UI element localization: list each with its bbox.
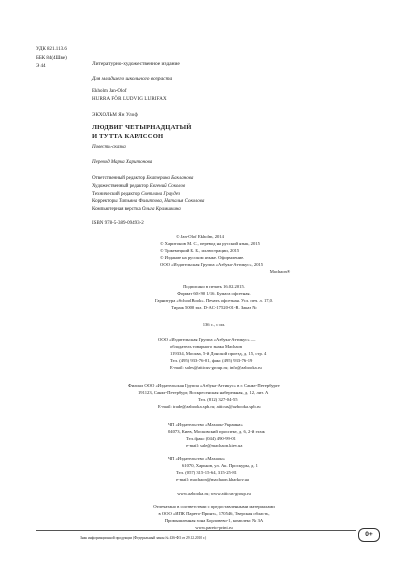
staff-name: Татьяна Филиппова, Наталья Соколова [118,199,205,205]
printer-block [96,503,332,531]
book-author: ЭКХОЛЬМ Ян Улоф [92,113,138,118]
staff-list [92,175,392,214]
original-title-block [92,88,392,104]
print-info-block [96,283,332,311]
copyright-line: © Тржемецкий Б. Б., иллюстрации, 2015 [160,248,240,253]
original-title: HURRA FÖR LUDVIG LURIFAX [92,96,167,102]
book-title-block [92,112,392,166]
copyright-line: © Jan-Olof Ekholm, 2014 [176,234,224,239]
staff-role: Компьютерная верстка [92,207,141,213]
staff-name: Ольга Крамшкина [141,207,181,213]
audience-line: Для младшего школьного возраста [92,75,173,82]
staff-role: Ответственный редактор [92,176,146,181]
copyright-line: Machaon® [269,269,291,274]
kharkov-branch-line: Тел. (057) 315-15-64, 315-25-81 [176,470,237,475]
bbk-code: ББК 84(4Шве) [36,55,67,61]
translator-line: Перевод Марка Харитонова [92,159,153,165]
staff-row [92,175,392,183]
print-info-line: Тираж 5000 экз. D-AC-17520-01-R. Заказ № [171,305,257,310]
kharkov-branch-line: 61070, Харьков, ул. Ак. Проскуры, д. 1 [182,463,258,468]
spb-branch-line: E-mail: trade@azbooka.spb.ru; atticus@azbooka.spb.ru [158,404,261,409]
staff-row [92,206,392,214]
original-author: Ekholm Jan-Olof [92,89,127,94]
udk-code: УДК 821.113.6 [36,47,67,52]
spb-branch-line: Тел. (812) 327-04-55 [198,397,238,402]
book-title-line-2: И ТУТТА КАРЛССОН [92,132,164,140]
websites-line: www.azbooka.ru; www.atticus-group.ru [177,491,251,496]
footer-divider [36,530,356,531]
publisher-block [158,336,398,371]
print-info-line: Формат 60×90 1/16. Бумага офсетная. [177,291,251,296]
publisher-line: 119334, Москва, 5-й Донской проезд, д. 15, стр. 4 [170,351,267,356]
print-info-line: Подписано в печать 16.02.2015. [183,284,245,289]
book-subtitle: Повесть-сказка [92,144,126,150]
staff-row [92,183,392,191]
staff-row [92,198,392,206]
spb-branch-line: 191123, Санкт-Петербург, Воскресенская набережная, д. 12, лит. А [138,390,269,395]
printer-line: Промышленная зона Борловево-1, комплекс № 3А [164,518,264,523]
copyright-line: © Харитонов М. С., перевод на русский язык, 2015 [160,241,260,246]
series-info [92,60,392,83]
age-rating-badge: 0+ [358,528,380,542]
spb-branch-block [128,382,398,410]
copyright-line: ООО «Издательская Группа «Азбука-Аттикус», 2015 [160,262,264,267]
printer-line: www.pareto-print.ru [195,525,233,530]
staff-name: Светлана Граудез [141,191,180,197]
staff-row [92,191,392,199]
kharkov-branch-line: ЧП «Издательство «Махаон» [168,456,225,461]
staff-name: Евгений Соколов [149,183,186,189]
copyright-line: © Издание на русском языке. Оформление. [160,255,245,260]
ukraine-branch-line: 04073, Киев, Московский проспект, д. 6, 2-й этаж [168,429,265,434]
publisher-line: Тел. (495) 933-76-01, факс (495) 933-76-19 [170,358,253,363]
ukraine-branch-line: e-mail: sale@machaon.kiev.ua [186,443,243,448]
info-product-note: Знак информационной продукции (Федеральный закон № 436-ФЗ от 29.12.2010 г.) [80,536,207,540]
staff-role: Технический редактор [92,191,140,197]
print-info-line: Гарнитура «SchoolBook». Печать офсетная. Усл. печ. л. 17,0. [154,298,274,303]
staff-role: Корректоры [92,199,118,205]
page-count: 136 с., с ил. [202,322,226,327]
classification-codes [36,46,67,72]
staff-role: Художественный редактор [92,183,149,189]
ukraine-branch-line: Тел./факс (044) 490-99-01 [186,436,236,441]
publisher-line: ООО «Издательская Группа «Азбука-Аттикус» — [158,337,256,342]
kharkov-branch-line: e-mail: machaon@machaon.kharkov.ua [176,477,249,482]
copyright-block [160,233,400,275]
staff-name: Екатерина Бакланова [146,176,194,181]
printer-line: в ООО «ИПК Парето-Принт», 170546, Тверская область, [158,511,270,516]
genre-line: Литературно-художественное издание [92,61,180,67]
spb-branch-line: Филиал ООО «Издательская Группа «Азбука-Аттикус» в г. Санкт-Петербурге [128,383,280,388]
publisher-line: обладатель товарного знака Machaon [170,344,243,349]
ukraine-branch-line: ЧП «Издательство «Махаон-Украина» [168,422,243,427]
printer-line: Отпечатано в соответствии с предоставленными материалами [153,504,275,509]
ukraine-branch-block [168,421,398,449]
publisher-line: E-mail: sales@atticus-group.ru; info@azbooka.ru [170,365,262,370]
kharkov-branch-block [168,455,398,483]
book-title-line-1: ЛЮДВИГ ЧЕТЫРНАДЦАТЫЙ [92,123,192,131]
author-mark: Э 44 [36,64,46,69]
isbn-line: ISBN 978-5-389-09493-2 [92,221,144,226]
